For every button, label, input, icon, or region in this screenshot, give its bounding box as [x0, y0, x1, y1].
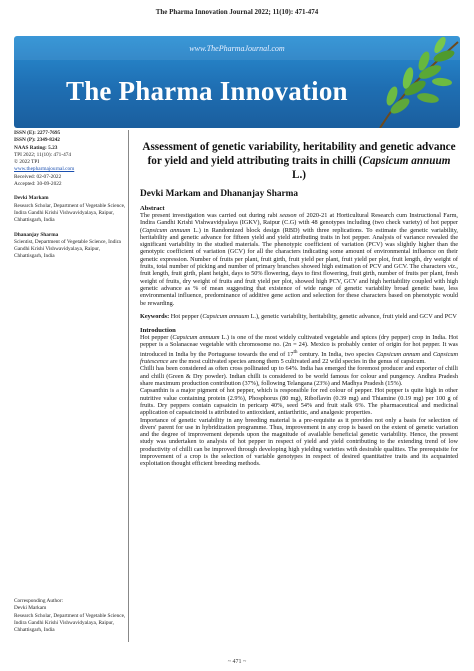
author2-name: Dhananjay Sharma	[14, 231, 59, 238]
page-number: ~ 471 ~	[227, 659, 247, 665]
introduction-heading: Introduction	[140, 327, 176, 335]
banner-title: The Pharma Innovation	[66, 76, 348, 106]
accepted-date: Accepted: 30-09-2022	[14, 181, 62, 188]
intro-paragraph-3: Capsanthin is a major pigment of hot pepper, which is responsible for red colour of pepper. Hot pepper is quite high in other nutritive value containing protein (2.9%), Phosphorus (80 mg), Riboflavin (0.39 mg) and Thiamine (0.19 mg) per 100 g of fruits. Dry peppers contain capsaicin in pericarp 40%, seed 54% and fruit stalk 6%. The pharmaceutical and medicinal application of capsaicinoid is attributed to antioxidant, antiarthritic, and analgesic properties.	[140, 387, 458, 417]
corresponding-author	[14, 598, 126, 634]
article-body	[140, 140, 458, 468]
journal-banner	[14, 36, 460, 128]
corresponding-name: Devki Markam	[14, 605, 47, 612]
article-authors: Devki Markam and Dhananjay Sharma	[140, 189, 299, 199]
sidebar-metadata	[14, 130, 126, 261]
article-title: Assessment of genetic variability, heritability and genetic advance for yield and yield attributing traits in chilli (Capsicum annuum L.)	[142, 141, 456, 181]
intro-paragraph-4: Importance of genetic variability in any breeding material is a pre-requisite as it provides not only a basis for selection of divers' parent for use in hybridization programme. Thus, improvement in any crop is based on the extent of genetic variation and the degree of improvement depends upon the magnitude of available beneficial genetic variability. Hence, the present study was undertaken to analysis of hot pepper in respect of yield and yield contributing to the extending trend of low productivity of chilli can be improved through developing high yielding varieties with desirable qualities. The prerequisite for improvement of a crop is the selection of variable genotypes in respect of desired quantitative traits and its acquainted exploitation thought efficient breeding methods.	[140, 416, 458, 468]
banner-url[interactable]: www.ThePharmaJournal.com	[189, 44, 285, 53]
author2-affiliation: Scientist, Department of Vegetable Science, Indira Gandhi Krishi Vishwavidyalaya, Raipur, Chhattisgarh, India	[14, 238, 121, 260]
copyright: © 2022 TPI	[14, 159, 40, 166]
corresponding-label: Corresponding Author:	[14, 598, 63, 604]
received-date: Received: 02-07-2022	[14, 173, 62, 180]
issn-electronic: ISSN (E): 2277-7695	[14, 130, 61, 136]
abstract-text: The present investigation was carried out during rabi season of 2020-21 at Horticultural Research cum Instructional Farm, Indira Gandhi Krishi Vishwavidyalaya (IGKV), Raipur (C.G) with 48 genotypes including (two check variety) of hot pepper (Capsicum annuum L.) in Randomized block design (RBD) with three replications. To estimate the genetic variability, heritability and genetic advance for fifteen yield and yield attributing traits in hot pepper. Analysis of variance revealed the significant variability in the studied materials. The phenotypic coefficient of variation (PCV) was slightly higher than the genotypic coefficient of variation (GCV) for all the characters indicating some amount of environmental influence on their genetic expression. Number of fruits per plant, fruit girth, fruit yield per plant, fruit yield per plot, fruit length, dry weight of fruits, total number of picking and number of primary branches showed high estimation of PCV and GCV. The characters viz., fruit length, fruit girth, plant height, days to 50% flowering, days to first flowering, fruit girth, number of fruits per plant, fresh weight of fruits, dry weight of fruits and fruit yield per plot, showed high PCV, GCV and high heritability coupled with high genetic advance as % of mean suggesting that existence of wide range of genetic variability broad genetic base, less environmental influence, predominance of additive gene action and selection for these characters based on phenotypic would be rewarding.	[140, 212, 458, 307]
issn-print: ISSN (P): 2349-8242	[14, 137, 60, 144]
intro-paragraph-1: Hot pepper (Capsicum annuum L.) is one of the most widely cultivated vegetable and spices (dry pepper) crop in India. Hot pepper is a Solanaceae vegetable with chromosome no. (2n = 24). Mexico is probably center of origin for hot pepper. It was introduced in India by the Portuguese towards the end of 17th century. In India, two species Capsicum annum and Capsicum frutescence are the most cultivated species among them 5 cultivated and 22 wild species in the genus of capsicum.	[140, 334, 458, 366]
intro-paragraph-2: Chilli has been considered as often cross pollinated up to 64%. India has emerged the foremost producer and exporter of chilli and chilli (Green & Dry powder). Indian chilli is considered to be world famous for colour and pungency. Andhra Pradesh share maximum production contribution (37%), following Telangana (23%) and Madhya Pradesh (15%).	[140, 365, 458, 388]
tpi-citation: TPI 2022; 11(10): 471-474	[14, 151, 72, 158]
corresponding-affiliation: Research Scholar, Department of Vegetable Science, Indira Gandhi Krishi Vishwavidyalaya, Raipur, Chhattisgarh, India	[14, 612, 126, 634]
abstract-heading: Abstract	[140, 205, 165, 212]
keywords: Keywords: Hot pepper (Capsicum annuum L.), genetic variability, heritability, genetic advance, fruit yield and GCV and PCV	[140, 312, 457, 320]
column-divider	[128, 130, 129, 642]
naas-rating: NAAS Rating: 5.23	[14, 144, 58, 151]
journal-website-link[interactable]: www.thepharmajournal.com	[14, 166, 75, 173]
journal-citation-line: The Pharma Innovation Journal 2022; 11(10): 471-474	[155, 8, 319, 16]
author1-affiliation: Research Scholar, Department of Vegetable Science, Indira Gandhi Krishi Vishwavidyalaya, Raipur, Chhattisgarh, India	[14, 202, 126, 224]
author1-name: Devki Markam	[14, 195, 49, 202]
leaf-branch-icon	[370, 36, 460, 128]
